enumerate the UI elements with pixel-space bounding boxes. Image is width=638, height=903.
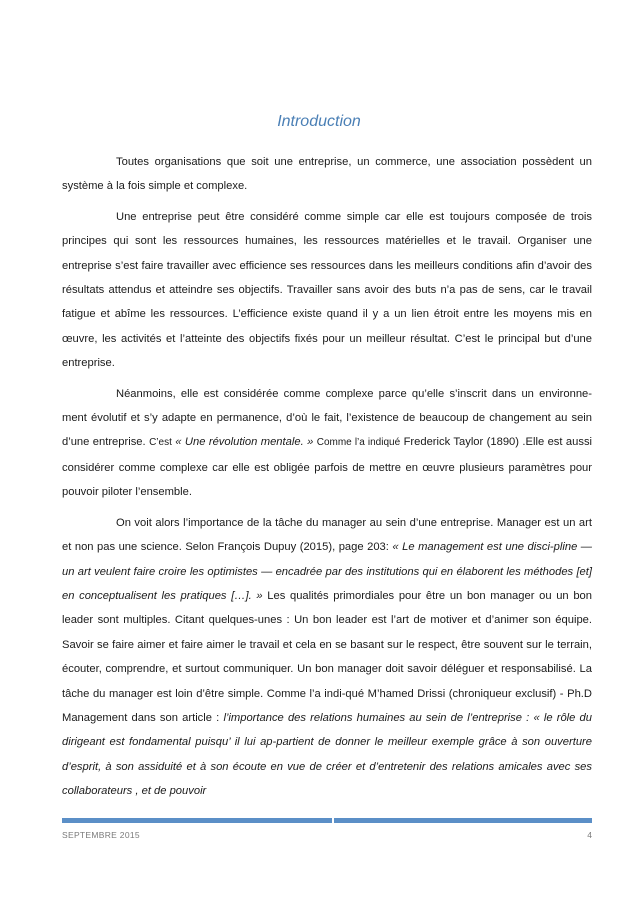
taylor-quote: « Une révolution mentale. »: [175, 436, 314, 449]
paragraph-4-body: Les qualités primordiales pour être un bon manager ou un bon leader sont multiples. Citant quelques-unes : Un bon leader est l’art de motiver et d’animer son équipe. Savoir se faire aimer et faire aimer le travail et cela en se basant sur le respect, être souvent sur le terrain, écouter, comprendre, et surtout communiquer. Un bon manager doit savoir déléguer et responsabilisé. La tâche du manager est loin d’être simple. Comme l’a indi-qué M’hamed Drissi (chroniqueur exclusif) - Ph.D Management dans son article :: [62, 589, 592, 724]
section-title: Introduction: [277, 113, 361, 130]
footer-date: SEPTEMBRE 2015: [62, 830, 140, 840]
paragraph-2: Une entreprise peut être considéré comme simple car elle est toujours composée de trois principes qui sont les ressources humaines, les ressources matérielles et le travail. Organiser une entreprise s’est faire travailler avec efficience ses ressources dans les meilleurs conditions afin d’avoir des résultats attendus et atteindre ses objectifs. Travailler sans avoir des buts n’a pas de sens, car le travail fatigue et abîme les ressources. L’efficience existe quand il y a un lien étroit entre les moyens mis en œuvre, les activités et l’atteinte des objectifs fixés pour un meilleur résultat. C’est le principal but d’une entreprise.: [62, 210, 592, 370]
footer-rule-notch: [332, 818, 334, 823]
footer-rule: [62, 818, 592, 823]
page-number: 4: [587, 830, 592, 840]
paragraph-3-comme: Comme l’a indiqué: [316, 437, 401, 449]
paragraph-1: Toutes organisations que soit une entreprise, un commerce, une association possèdent un système à la fois simple et complexe.: [62, 156, 592, 193]
drissi-quote: l’importance des relations humaines au sein de l’entreprise : « le rôle du dirigeant est fondamental puisqu’ il lui ap-partient de donner le meilleur exemple grâce à son ouverture d’esprit, à son assiduité et à son écoute en vue de créer et d’entretenir des relations amicales avec ses collaborateurs , et de pouvoir: [62, 711, 593, 798]
paragraph-4-intro: On voit alors l’importance de la tâche du manager au sein d’une entreprise. Manager est un art et non pas une science. Selon François Dupuy (2015), page 203:: [62, 516, 592, 554]
paragraph-3: [62, 382, 592, 505]
paragraph-3-cest: C’est: [149, 437, 172, 449]
paragraph-3-rest: Frederick Taylor (1890) .Elle est aussi considérer comme complexe car elle est obligée parfois de mettre en œuvre plusieurs paramètres pour pouvoir piloter l’ensemble.: [62, 436, 593, 499]
paragraph-4: [62, 511, 592, 804]
dupuy-quote: « Le management est une disci-pline — un art veulent faire croire les optimistes — encadrée par des institutions qui en élaborent les méthodes [et] en conceptualisent les pratiques […]. »: [62, 541, 592, 602]
body-text: [62, 150, 592, 804]
paragraph-3-text: Néanmoins, elle est considérée comme complexe parce qu’elle s’inscrit dans un environne-ment évolutif et s’y adapte en permanence, d’où le fait, l’existence de beaucoup de changement au sein d’une entreprise.: [62, 387, 592, 449]
